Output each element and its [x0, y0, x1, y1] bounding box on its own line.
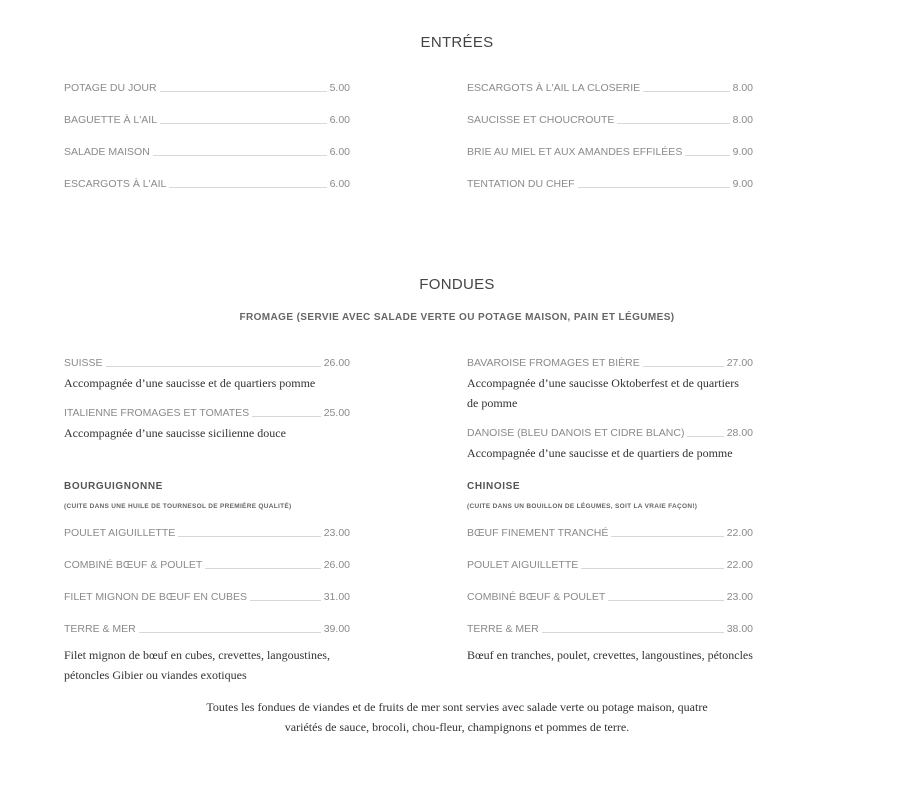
- menu-item: [467, 581, 753, 613]
- menu-item: [64, 613, 350, 645]
- menu-item-name: TENTATION DU CHEF: [467, 178, 575, 190]
- menu-item-name: SAUCISSE ET CHOUCROUTE: [467, 114, 615, 126]
- menu-item: [64, 581, 350, 613]
- menu-item-name: ITALIENNE FROMAGES ET TOMATES: [64, 407, 250, 419]
- entrees-left-list: [64, 72, 350, 200]
- entrees-right-list: [467, 72, 753, 200]
- menu-item: [467, 104, 753, 136]
- fondues-heading: FONDUES: [419, 276, 495, 293]
- menu-item-price: 22.00: [726, 527, 753, 539]
- menu-item-name: BRIE AU MIEL ET AUX AMANDES EFFILÉES: [467, 146, 683, 158]
- leader-line: [643, 91, 729, 92]
- leader-line: [252, 416, 321, 417]
- menu-item-name: POTAGE DU JOUR: [64, 82, 157, 94]
- menu-item: [467, 423, 753, 443]
- bourguignonne-subtitle: (CUITE DANS UNE HUILE DE TOURNESOL DE PREMIÈRE QUALITÉ): [64, 503, 292, 510]
- menu-item-name: POULET AIGUILLETTE: [467, 559, 579, 571]
- spacer: [467, 413, 753, 423]
- menu-item-name: FILET MIGNON DE BŒUF EN CUBES: [64, 591, 247, 603]
- menu-item-price: 25.00: [323, 407, 350, 419]
- menu-item-name: DANOISE (BLEU DANOIS ET CIDRE BLANC): [467, 427, 685, 439]
- menu-item-name: BAGUETTE À L'AIL: [64, 114, 158, 126]
- menu-item-name: ESCARGOTS À L'AIL: [64, 178, 167, 190]
- menu-item: [467, 613, 753, 645]
- menu-item-price: 6.00: [329, 114, 350, 126]
- menu-item-price: 38.00: [726, 623, 753, 635]
- leader-line: [608, 600, 723, 601]
- menu-item-description: Accompagnée d’une saucisse et de quartiers pomme: [64, 376, 316, 390]
- menu-item-price: 6.00: [329, 146, 350, 158]
- menu-item-name: COMBINÉ BŒUF & POULET: [467, 591, 606, 603]
- leader-line: [687, 436, 723, 437]
- chinoise-section: [467, 477, 753, 665]
- menu-item-price: 28.00: [726, 427, 753, 439]
- menu-item-name: BAVAROISE FROMAGES ET BIÈRE: [467, 357, 640, 369]
- menu-item: [64, 403, 350, 423]
- menu-item-name: COMBINÉ BŒUF & POULET: [64, 559, 203, 571]
- menu-item: [467, 168, 753, 200]
- menu-item: [64, 168, 350, 200]
- fondues-note: Toutes les fondues de viandes et de fruits de mer sont servies avec salade verte ou potage maison, quatre variétés de sauce, brocoli, chou-fleur, champignons et pommes de terre.: [206, 700, 708, 734]
- menu-item-name: SUISSE: [64, 357, 103, 369]
- fromage-right-list: [467, 353, 753, 463]
- menu-item-price: 27.00: [726, 357, 753, 369]
- leader-line: [250, 600, 321, 601]
- leader-line: [205, 568, 320, 569]
- leader-line: [581, 568, 723, 569]
- leader-line: [611, 536, 723, 537]
- menu-item-description: Accompagnée d’une saucisse sicilienne douce: [64, 426, 286, 440]
- leader-line: [542, 632, 724, 633]
- menu-item: [467, 136, 753, 168]
- leader-line: [578, 187, 730, 188]
- fromage-subheading: FROMAGE (SERVIE AVEC SALADE VERTE OU POTAGE MAISON, PAIN ET LÉGUMES): [239, 312, 675, 323]
- menu-item: [64, 517, 350, 549]
- menu-item: [64, 353, 350, 373]
- menu-item-description: Filet mignon de bœuf en cubes, crevettes, langoustines, pétoncles Gibier ou viandes exotiques: [64, 648, 330, 682]
- menu-item-description: Bœuf en tranches, poulet, crevettes, langoustines, pétoncles: [467, 648, 753, 662]
- menu-item: [64, 136, 350, 168]
- menu-item: [64, 72, 350, 104]
- menu-item-price: 23.00: [323, 527, 350, 539]
- menu-item-price: 23.00: [726, 591, 753, 603]
- chinoise-list: [467, 517, 753, 665]
- menu-item-price: 8.00: [732, 82, 753, 94]
- entrees-heading: ENTRÉES: [420, 34, 494, 51]
- menu-item-name: TERRE & MER: [467, 623, 539, 635]
- menu-item-price: 22.00: [726, 559, 753, 571]
- leader-line: [160, 123, 327, 124]
- menu-item-price: 31.00: [323, 591, 350, 603]
- leader-line: [160, 91, 327, 92]
- menu-item-name: BŒUF FINEMENT TRANCHÉ: [467, 527, 609, 539]
- fromage-left-list: [64, 353, 350, 443]
- menu-item-price: 9.00: [732, 146, 753, 158]
- chinoise-subtitle: (CUITE DANS UN BOUILLON DE LÉGUMES, SOIT LA VRAIE FAÇON!): [467, 503, 698, 510]
- menu-item-description: Accompagnée d’une saucisse et de quartiers de pomme: [467, 446, 733, 460]
- leader-line: [617, 123, 729, 124]
- menu-item: [467, 72, 753, 104]
- menu-item-price: 39.00: [323, 623, 350, 635]
- chinoise-title: CHINOISE: [467, 481, 521, 492]
- leader-line: [643, 366, 724, 367]
- menu-item: [467, 517, 753, 549]
- menu-item-name: SALADE MAISON: [64, 146, 150, 158]
- leader-line: [685, 155, 729, 156]
- menu-item-name: POULET AIGUILLETTE: [64, 527, 176, 539]
- menu-item-price: 26.00: [323, 357, 350, 369]
- spacer: [64, 393, 350, 403]
- menu-item-price: 6.00: [329, 178, 350, 190]
- leader-line: [169, 187, 326, 188]
- leader-line: [153, 155, 327, 156]
- menu-item-price: 5.00: [329, 82, 350, 94]
- menu-item: [64, 549, 350, 581]
- bourguignonne-list: [64, 517, 350, 685]
- menu-item-description: Accompagnée d’une saucisse Oktoberfest et de quartiers de pomme: [467, 376, 739, 410]
- menu-item-price: 8.00: [732, 114, 753, 126]
- menu-item-price: 9.00: [732, 178, 753, 190]
- leader-line: [178, 536, 320, 537]
- menu-item: [467, 549, 753, 581]
- leader-line: [139, 632, 321, 633]
- menu-item-price: 26.00: [323, 559, 350, 571]
- leader-line: [106, 366, 321, 367]
- menu-item: [64, 104, 350, 136]
- menu-item: [467, 353, 753, 373]
- bourguignonne-title: BOURGUIGNONNE: [64, 481, 163, 492]
- menu-item-name: TERRE & MER: [64, 623, 136, 635]
- menu-item-name: ESCARGOTS À L'AIL LA CLOSERIE: [467, 82, 641, 94]
- bourguignonne-section: [64, 477, 350, 685]
